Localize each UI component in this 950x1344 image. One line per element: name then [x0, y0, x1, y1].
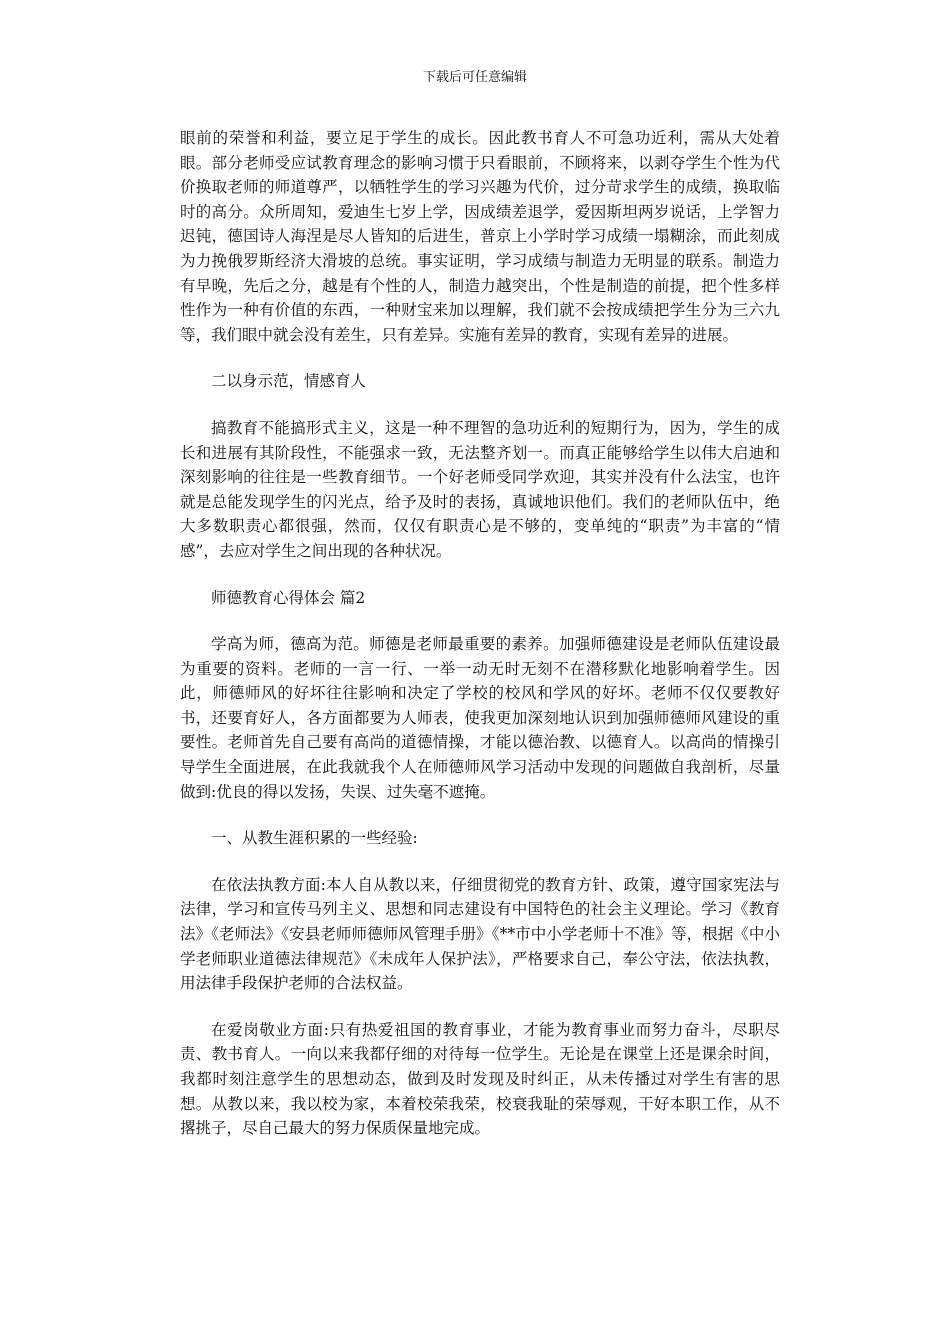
paragraph-4: 在依法执教方面:本人自从教以来，仔细贯彻党的教育方针、政策，遵守国家宪法与法律，学习和宣传马列主义、思想和同志建设有中国特色的社会主义理论。学习《教育法》《老师法》《安县老师师德师风管理手册》《**市中小学老师十不准》等，根据《中小学老师职业道德法律规范》《未成年人保护法》，严格要求自己，奉公守法，依法执教，用法律手段保护老师的合法权益。 [180, 875, 780, 993]
section-heading-1: 二以身示范，情感育人 [211, 372, 367, 391]
paragraph-3: 学高为师，德高为范。师德是老师最重要的素养。加强师德建设是老师队伍建设最为重要的资料。老师的一言一行、一举一动无时无刻不在潜移默化地影响着学生。因此，师德师风的好坏往往影响和决定了学校的校风和学风的好坏。老师不仅仅要教好书，还要育好人，各方面都要为人师表，使我更加深刻地认识到加强师德师风建设的重要性。老师首先自己要有高尚的道德情操，才能以德治教、以德育人。以高尚的情操引导学生全面进展，在此我就我个人在师德师风学习活动中发现的问题做自我剖析，尽量做到:优良的得以发扬，失误、过失毫不遮掩。 [180, 635, 780, 801]
section-heading-3: 一、从教生涯积累的一些经验: [211, 829, 418, 848]
header-note: 下载后可任意编辑 [422, 70, 527, 85]
paragraph-1: 眼前的荣誉和利益，要立足于学生的成长。因此教书育人不可急功近利，需从大处着眼。部分老师受应试教育理念的影响习惯于只看眼前，不顾将来，以剥夺学生个性为代价换取老师的师道尊严，以牺牲学生的学习兴趣为代价，过分苛求学生的成绩，换取临时的高分。众所周知，爱迪生七岁上学，因成绩差退学，爱因斯坦两岁说话，上学智力迟钝，德国诗人海涅是尽人皆知的后进生，普京上小学时学习成绩一塌糊涂，而此刻成为力挽俄罗斯经济大滑坡的总统。事实证明，学习成绩与制造力无明显的联系。制造力有早晚，先后之分，越是有个性的人，制造力越突出，个性是制造的前提，把个性多样性作为一种有价值的东西，一种财宝来加以理解，我们就不会按成绩把学生分为三六九等，我们眼中就会没有差生，只有差异。实施有差异的教育，实现有差异的进展。 [180, 129, 780, 344]
paragraph-2: 搞教育不能搞形式主义，这是一种不理智的急功近利的短期行为，因为，学生的成长和进展有其阶段性，不能强求一致，无法整齐划一。而真正能够给学生以伟大启迪和深刻影响的往往是一些教育细节。一个好老师受同学欢迎，其实并没有什么法宝，也许就是总能发现学生的闪光点，给予及时的表扬，真诚地识他们。我们的老师队伍中，绝大多数职责心都很强，然而，仅仅有职责心是不够的，变单纯的“职责”为丰富的“情感”，去应对学生之间出现的各种状况。 [180, 418, 780, 560]
document-body [180, 126, 780, 1163]
paragraph-5: 在爱岗敬业方面:只有热爱祖国的教育事业，才能为教育事业而努力奋斗，尽职尽责、教书育人。一向以来我都仔细的对待每一位学生。无论是在课堂上还是课余时间，我都时刻注意学生的思想动态，做到及时发现及时纠正，从未传播过对学生有害的思想。从教以来，我以校为家，本着校荣我荣，校衰我耻的荣辱观，干好本职工作，从不撂挑子，尽自己最大的努力保质保量地完成。 [180, 1020, 780, 1138]
section-heading-2: 师德教育心得体会 篇2 [211, 588, 366, 607]
